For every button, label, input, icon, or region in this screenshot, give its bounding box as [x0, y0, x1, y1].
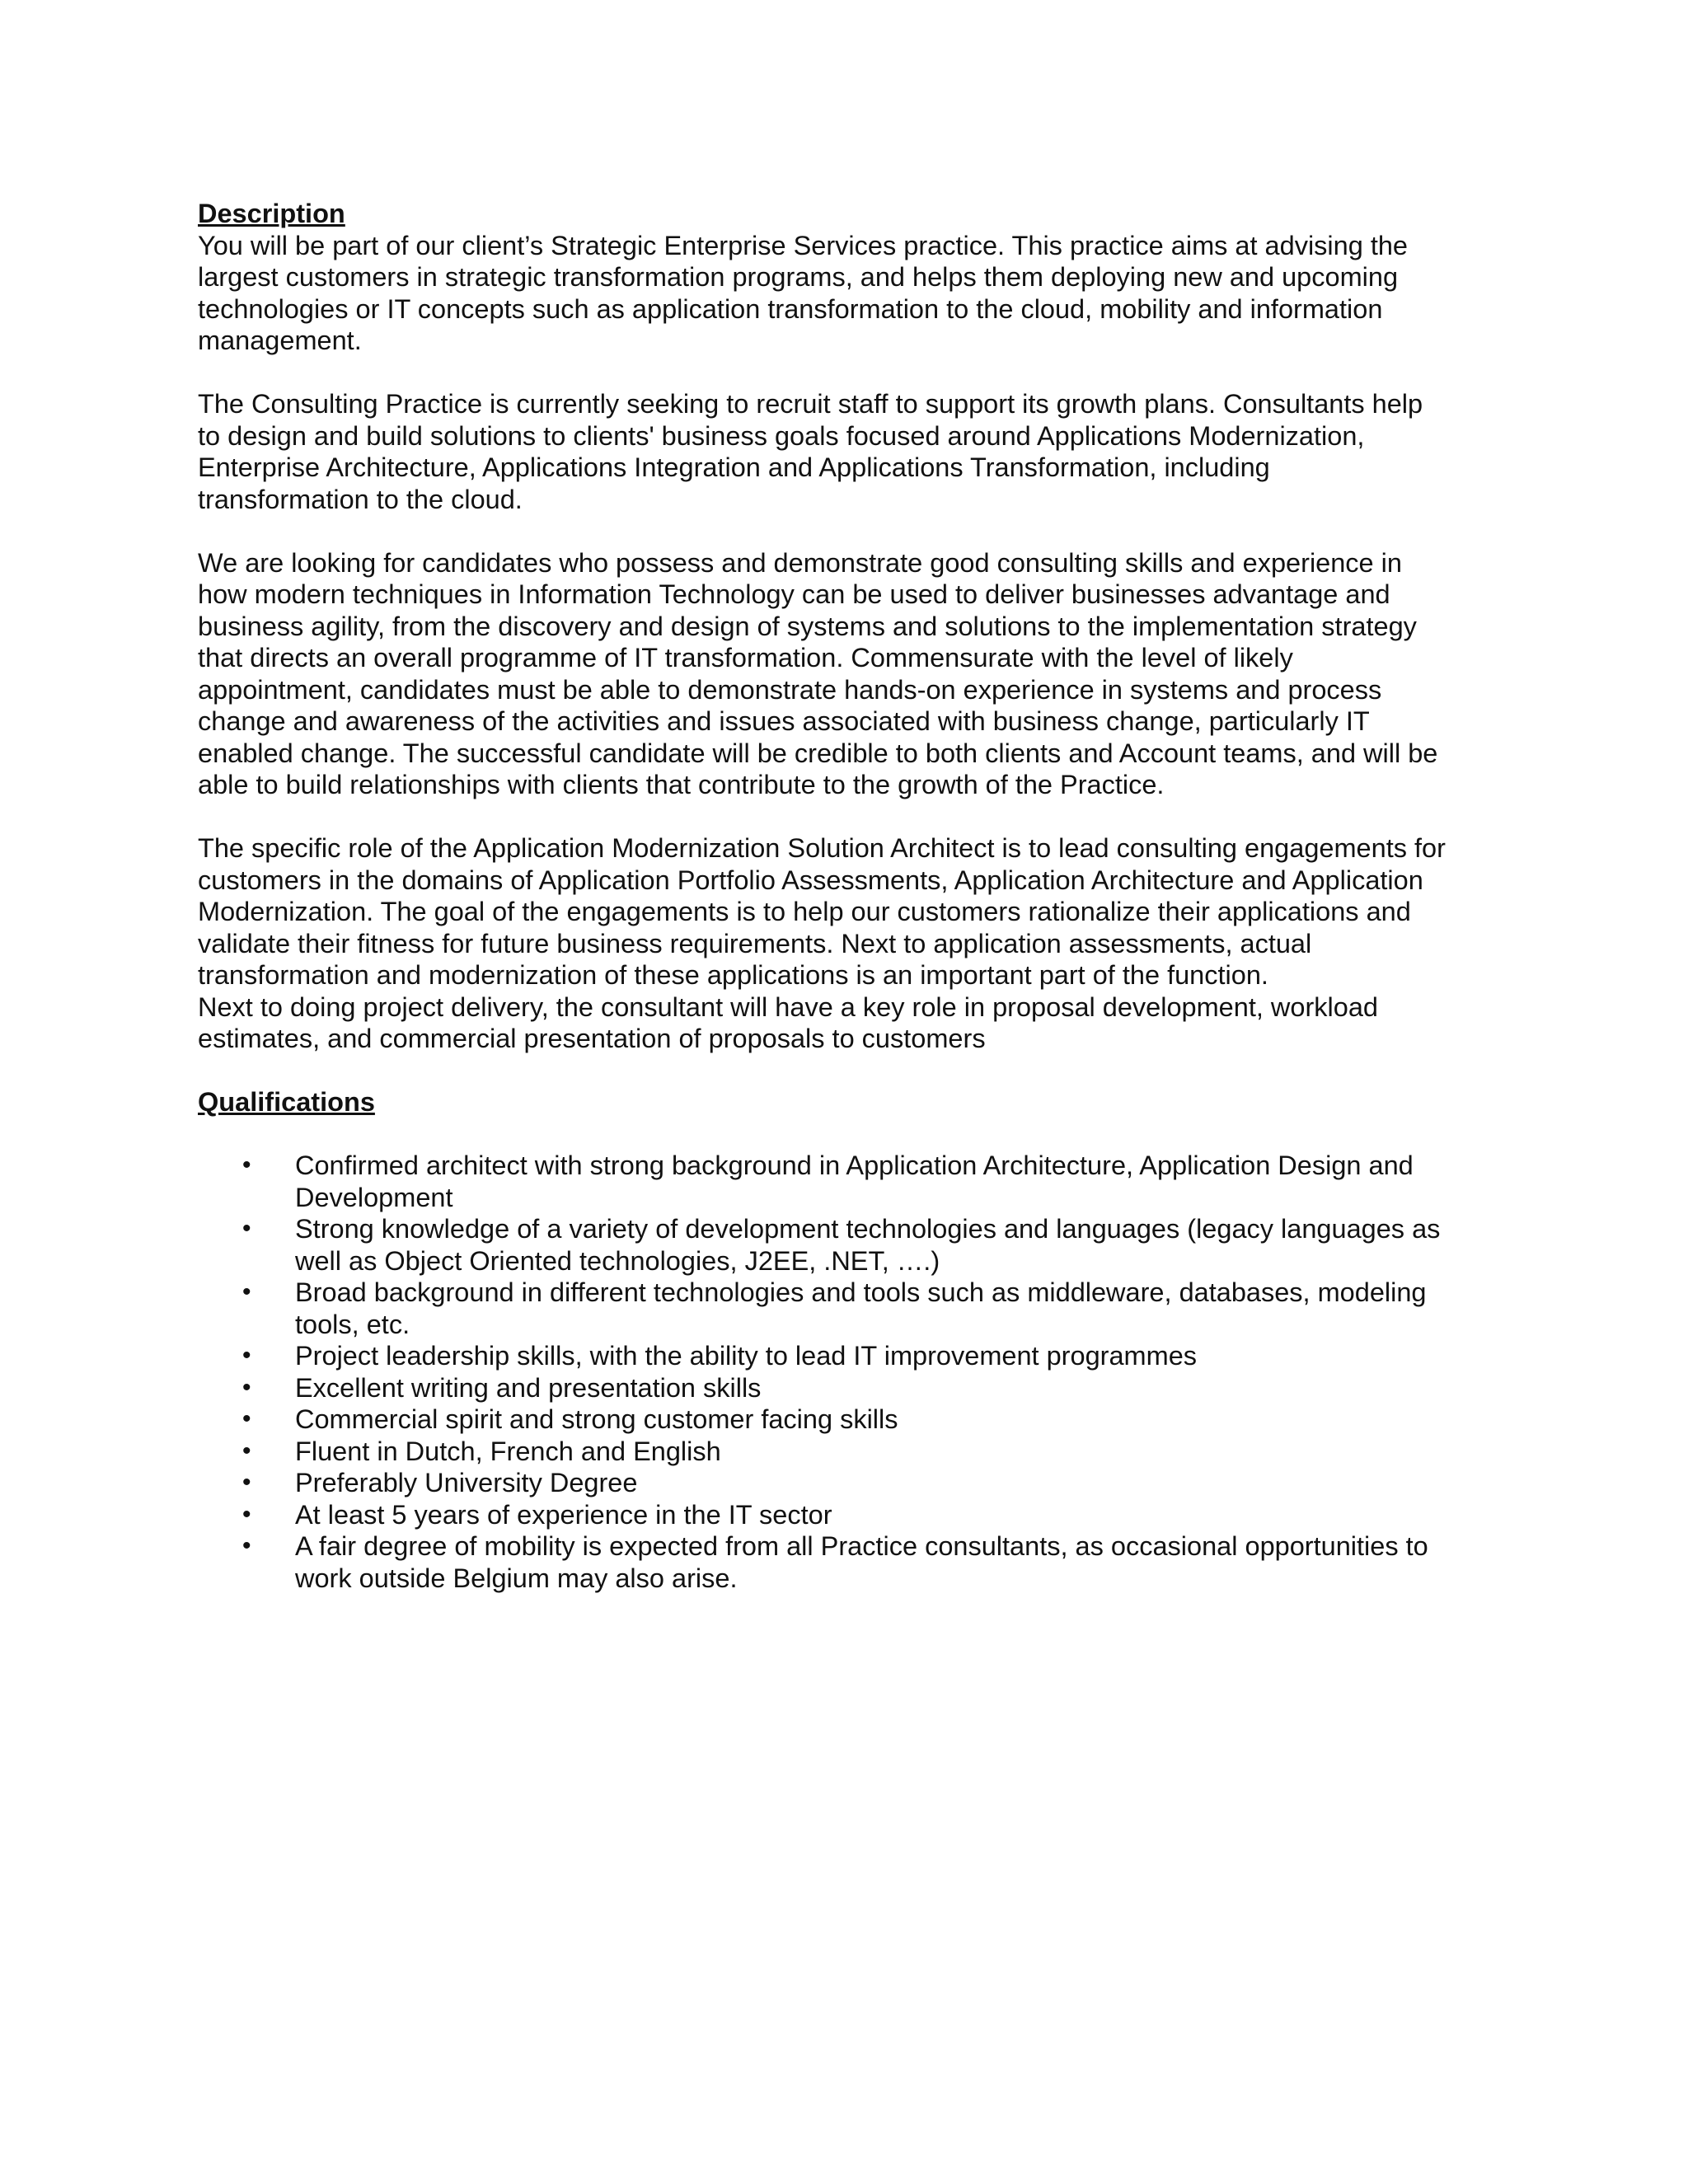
list-item — [198, 1530, 1492, 1594]
list-item — [198, 1436, 1492, 1468]
list-item — [198, 1499, 1492, 1531]
list-item-text: Project leadership skills, with the ability to lead IT improvement programmes — [295, 1341, 1198, 1371]
list-item — [198, 1467, 1492, 1499]
description-paragraph-3: We are looking for candidates who possess and demonstrate good consulting skills and experience in how modern techniques in Information Technology can be used to deliver businesses advantage and business agility, from the discovery and design of systems and solutions to the implementation strategy that directs an overall programme of IT transformation. Commensurate with the level of likely appointment, candidates must be able to demonstrate hands-on experience in systems and process change and awareness of the activities and issues associated with business change, particularly IT enabled change. The successful candidate will be credible to both clients and Account teams, and will be able to build relationships with clients that contribute to the growth of the Practice. — [198, 547, 1438, 799]
list-item — [198, 1372, 1492, 1404]
list-item-text: Fluent in Dutch, French and English — [295, 1436, 721, 1466]
description-paragraph-1: You will be part of our client’s Strategic Enterprise Services practice. This practice aims at advising the largest customers in strategic transformation programs, and helps them deploying new and upcoming technologies or IT concepts such as application transformation to the cloud, mobility and information management. — [198, 230, 1409, 355]
bullet-icon: • — [242, 1278, 251, 1305]
list-item — [198, 1404, 1492, 1436]
bullet-icon: • — [242, 1151, 251, 1179]
description-heading: Description — [198, 199, 345, 228]
bullet-icon: • — [242, 1469, 251, 1496]
bullet-icon: • — [242, 1373, 251, 1401]
list-item-text: A fair degree of mobility is expected from all Practice consultants, as occasional opportunities to work outside Belgium may also arise. — [295, 1531, 1428, 1593]
qualifications-list — [198, 1150, 1492, 1594]
list-item-text: Broad background in different technologies and tools such as middleware, databases, modeling tools, etc. — [295, 1277, 1427, 1339]
list-item-text: At least 5 years of experience in the IT sector — [295, 1499, 832, 1530]
list-item — [198, 1150, 1492, 1213]
list-item-text: Preferably University Degree — [295, 1468, 638, 1497]
bullet-icon: • — [242, 1436, 251, 1465]
list-item-text: Excellent writing and presentation skills — [295, 1372, 762, 1403]
bullet-icon: • — [242, 1500, 251, 1528]
list-item-text: Commercial spirit and strong customer facing skills — [295, 1404, 898, 1434]
bullet-icon: • — [242, 1342, 251, 1369]
description-paragraph-2: The Consulting Practice is currently seeking to recruit staff to support its growth plans. Consultants help to design and build solutions to clients' business goals focused around Applications Modernization, Enterprise Architecture, Applications Integration and Applications Transformation, including transformation to the cloud. — [198, 389, 1423, 514]
bullet-icon: • — [242, 1532, 251, 1559]
list-item — [198, 1213, 1492, 1277]
bullet-icon: • — [242, 1405, 251, 1432]
description-paragraph-4: The specific role of the Application Modernization Solution Architect is to lead consulting engagements for customers in the domains of Application Portfolio Assessments, Application Architecture and Application Modernization. The goal of the engagements is to help our customers rationalize their applications and validate their fitness for future business requirements. Next to application assessments, actual transformation and modernization of these applications is an important part of the function. Next to doing project delivery, the consultant will have a key role in proposal development, workload estimates, and commercial presentation of proposals to customers — [198, 833, 1446, 1053]
list-item — [198, 1277, 1492, 1340]
list-item — [198, 1340, 1492, 1372]
document-page — [198, 198, 1492, 1594]
bullet-icon: • — [242, 1215, 251, 1242]
list-item-text: Strong knowledge of a variety of development technologies and languages (legacy languages as well as Object Oriented technologies, J2EE, .NET, ….) — [295, 1214, 1441, 1276]
list-item-text: Confirmed architect with strong background in Application Architecture, Application Design and Development — [295, 1151, 1414, 1212]
qualifications-heading: Qualifications — [198, 1087, 375, 1117]
